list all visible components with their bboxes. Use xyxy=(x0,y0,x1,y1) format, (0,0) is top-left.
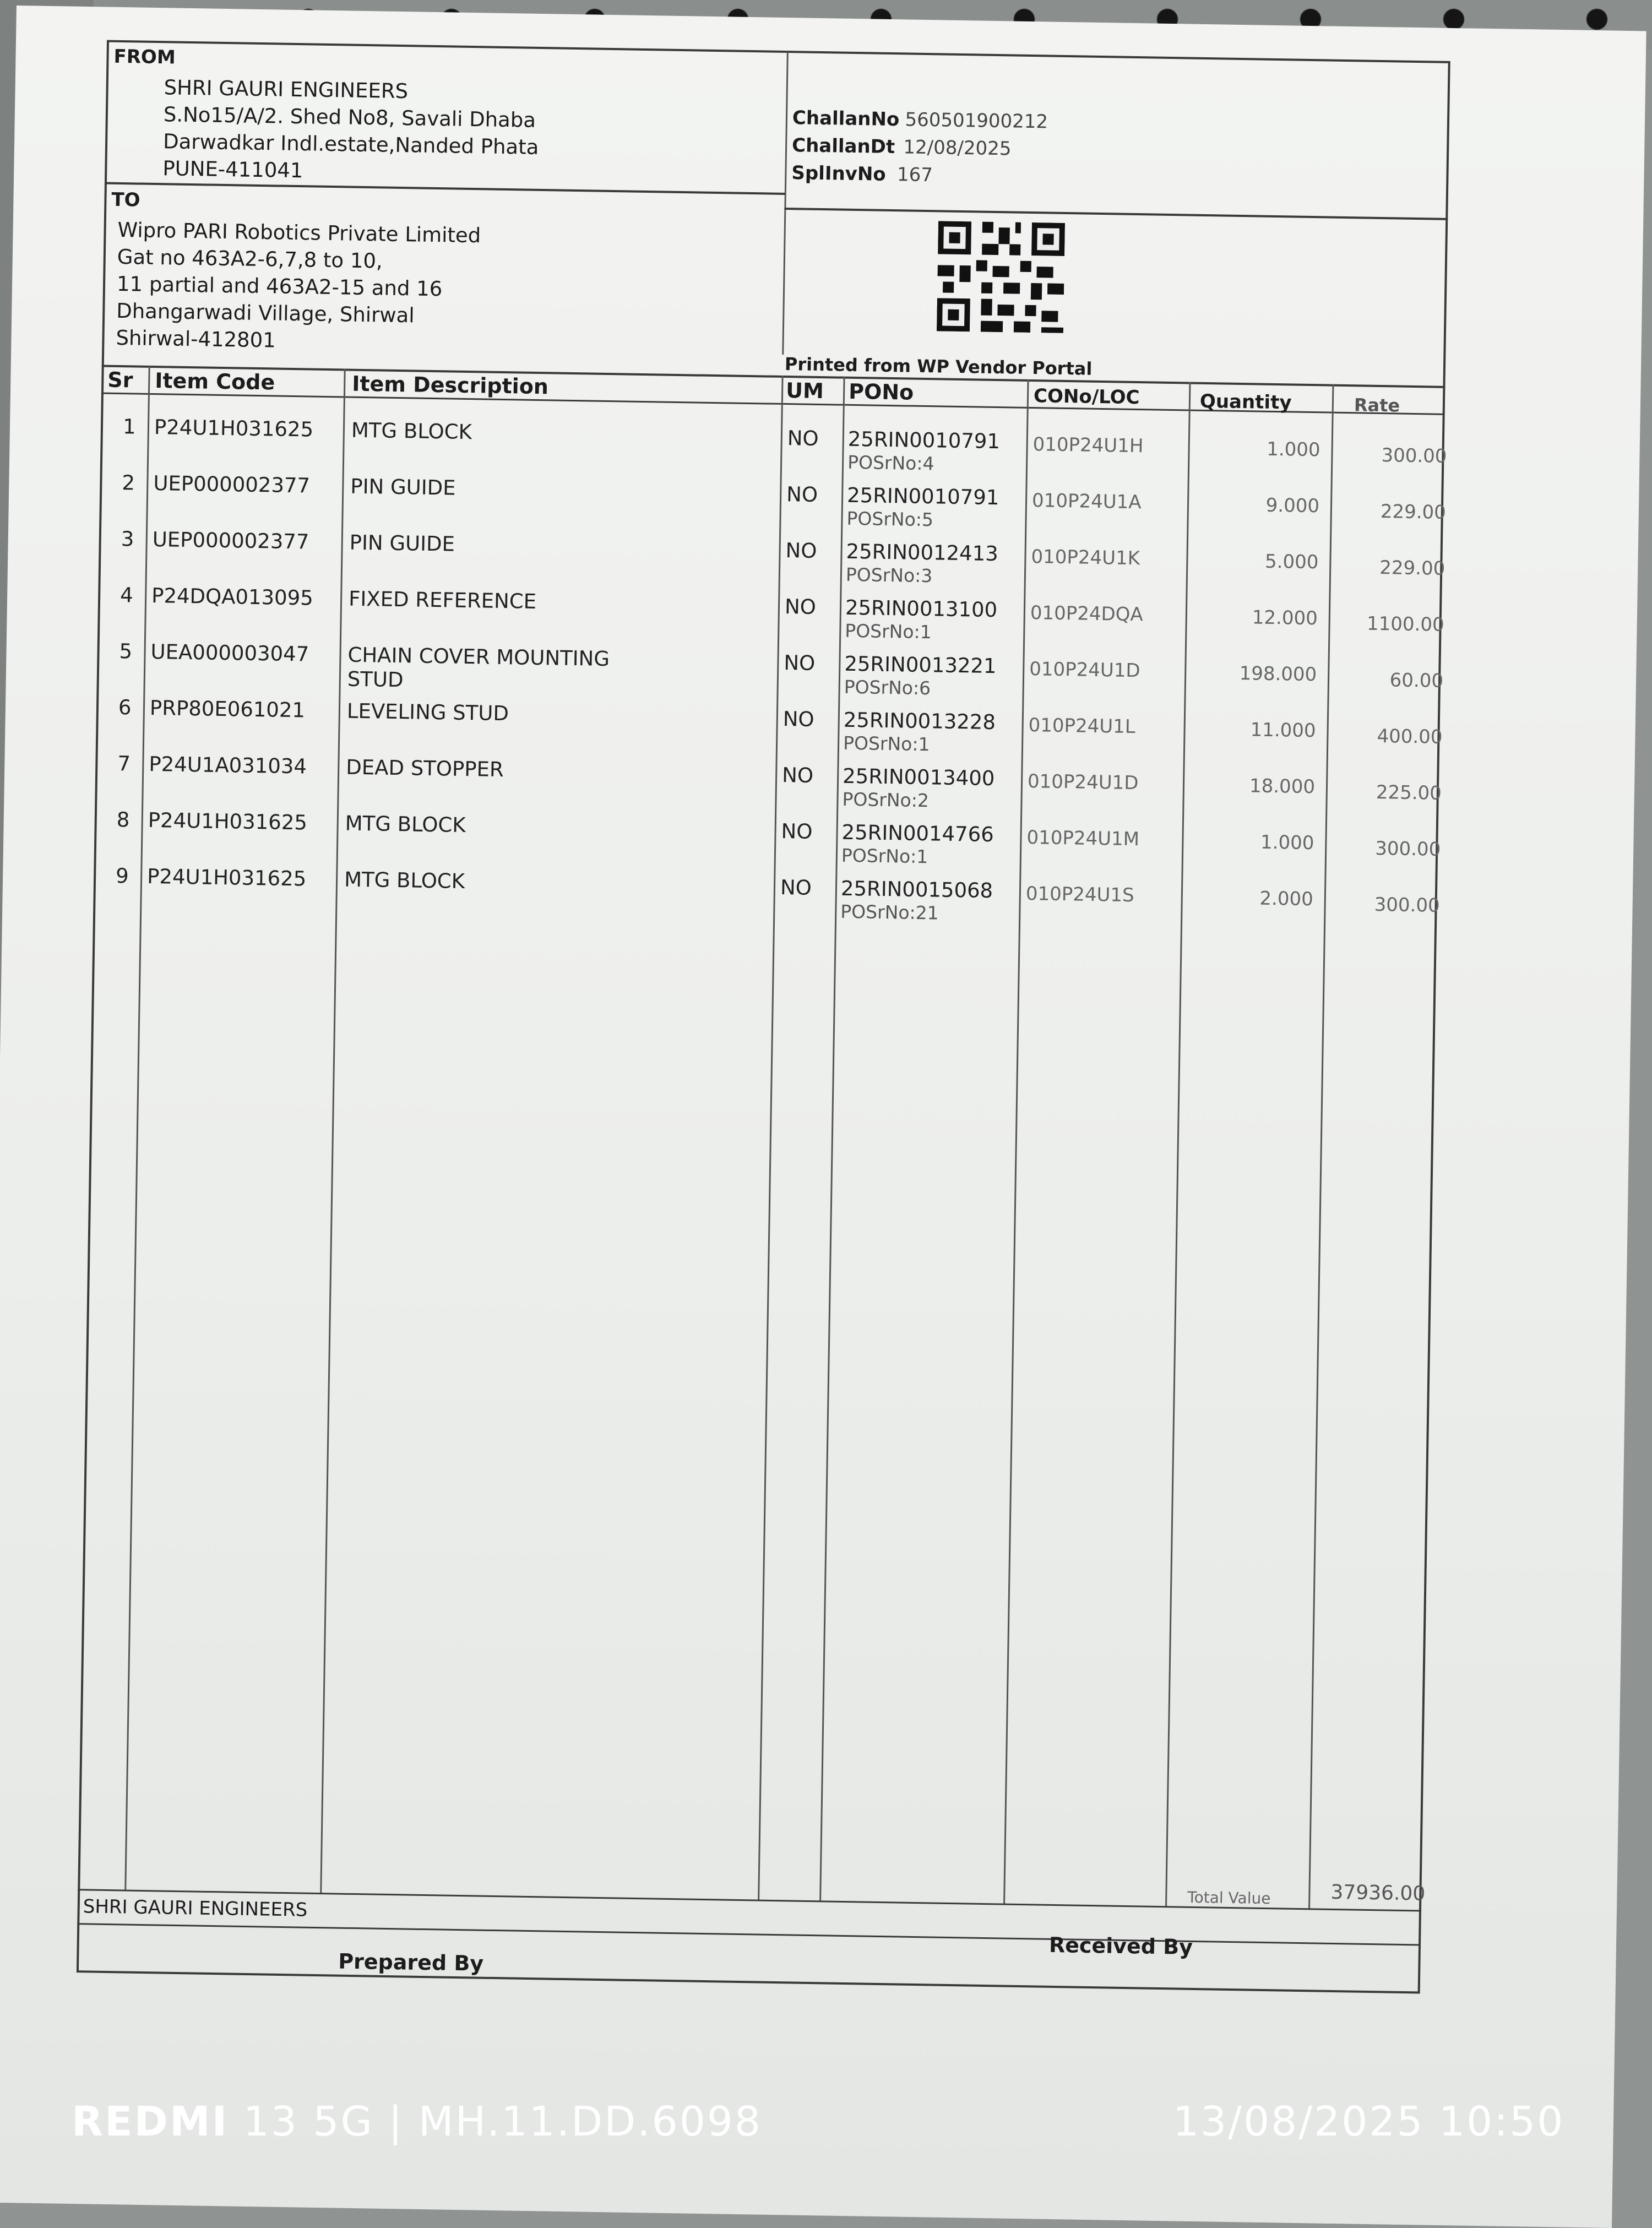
to-address xyxy=(116,216,481,357)
from-line: S.No15/A/2. Shed No8, Savali Dhaba xyxy=(163,102,536,132)
row-description: MTG BLOCK xyxy=(345,811,466,837)
row-cono-loc: 010P24U1S xyxy=(1025,882,1134,907)
row-quantity: 198.000 xyxy=(1239,662,1317,686)
row-sr: 7 xyxy=(117,752,131,776)
row-um: NO xyxy=(784,651,816,675)
row-sr: 6 xyxy=(118,695,132,720)
row-pono: 25RIN0012413 xyxy=(846,539,999,566)
watermark-separator: | xyxy=(388,2098,404,2145)
to-line: 11 partial and 463A2-15 and 16 xyxy=(116,271,443,301)
challan-no: 560501900212 xyxy=(905,108,1048,133)
from-address xyxy=(162,74,540,188)
col-rate-header: Rate xyxy=(1354,394,1400,416)
qr-code-icon xyxy=(937,221,1065,333)
col-quantity-header: Quantity xyxy=(1199,390,1292,414)
invoice-no-label: SplInvNo xyxy=(791,162,887,186)
col-item-code-header: Item Code xyxy=(154,368,275,395)
row-description: LEVELING STUD xyxy=(346,699,509,726)
row-rate: 60.00 xyxy=(1389,669,1444,692)
total-label: Total Value xyxy=(1187,1888,1271,1908)
row-quantity: 1.000 xyxy=(1260,831,1314,855)
delivery-challan-sheet xyxy=(0,6,1646,2228)
to-line: Shirwal-412801 xyxy=(116,325,276,352)
prepared-by-label: Prepared By xyxy=(338,1949,484,1976)
row-posrno: POSrNo:5 xyxy=(846,507,934,531)
row-sr: 5 xyxy=(119,639,133,664)
received-by-label: Received By xyxy=(1048,1932,1193,1959)
footer-company: SHRI GAURI ENGINEERS xyxy=(83,1895,308,1921)
row-sr: 3 xyxy=(121,527,134,551)
row-description: MTG BLOCK xyxy=(344,867,465,893)
to-line: Wipro PARI Robotics Private Limited xyxy=(117,218,481,248)
from-line: SHRI GAURI ENGINEERS xyxy=(164,75,409,104)
row-sr: 2 xyxy=(122,471,135,495)
row-description: PIN GUIDE xyxy=(349,530,455,556)
row-um: NO xyxy=(787,426,819,450)
row-cono-loc: 010P24U1M xyxy=(1026,827,1140,851)
challan-meta xyxy=(791,106,1048,192)
row-rate: 300.00 xyxy=(1374,893,1440,917)
row-cono-loc: 010P24DQA xyxy=(1030,602,1144,626)
row-description-cont: STUD xyxy=(347,667,404,692)
row-cono-loc: 010P24U1K xyxy=(1031,546,1140,570)
row-cono-loc: 010P24U1D xyxy=(1029,658,1140,682)
row-cono-loc: 010P24U1H xyxy=(1032,433,1144,458)
row-posrno: POSrNo:2 xyxy=(842,788,930,812)
row-um: NO xyxy=(786,482,818,507)
camera-brand: REDMI xyxy=(72,2098,229,2145)
row-um: NO xyxy=(785,539,817,563)
col-description-header: Item Description xyxy=(351,371,549,399)
row-um: NO xyxy=(784,595,817,619)
challan-date: 12/08/2025 xyxy=(903,136,1012,160)
row-quantity: 12.000 xyxy=(1252,606,1318,630)
row-pono: 25RIN0013228 xyxy=(843,708,996,735)
row-pono: 25RIN0010791 xyxy=(846,483,999,510)
challan-date-label: ChallanDt xyxy=(791,134,895,159)
row-description: PIN GUIDE xyxy=(350,474,456,500)
row-item-code: P24U1H031625 xyxy=(148,808,308,835)
camera-location: MH.11.DD.6098 xyxy=(418,2098,762,2145)
camera-datetime: 13/08/2025 10:50 xyxy=(1173,2098,1565,2145)
row-sr: 1 xyxy=(122,415,136,439)
row-rate: 229.00 xyxy=(1380,501,1447,524)
row-cono-loc: 010P24U1D xyxy=(1027,770,1139,795)
row-sr: 8 xyxy=(116,808,130,832)
row-rate: 300.00 xyxy=(1381,444,1447,468)
row-um: NO xyxy=(781,819,813,844)
row-pono: 25RIN0010791 xyxy=(847,427,1001,454)
col-pono-header: PONo xyxy=(848,379,914,405)
row-cono-loc: 010P24U1A xyxy=(1031,490,1142,514)
row-pono: 25RIN0015068 xyxy=(840,876,993,903)
col-cono-header: CONo/LOC xyxy=(1033,385,1140,409)
row-rate: 229.00 xyxy=(1379,557,1446,580)
row-posrno: POSrNo:21 xyxy=(840,900,939,924)
row-posrno: POSrNo:1 xyxy=(843,732,930,756)
portal-note: Printed from WP Vendor Portal xyxy=(784,353,1093,379)
col-um-header: UM xyxy=(785,378,824,404)
row-pono: 25RIN0013221 xyxy=(844,651,997,678)
row-posrno: POSrNo:1 xyxy=(841,844,928,868)
row-item-code: UEP000002377 xyxy=(153,471,311,498)
row-sr: 9 xyxy=(115,864,129,888)
col-sr-header: Sr xyxy=(107,367,133,393)
row-description: MTG BLOCK xyxy=(351,418,472,444)
row-quantity: 9.000 xyxy=(1265,494,1320,518)
row-item-code: P24U1H031625 xyxy=(146,864,307,891)
challan-no-label: ChallanNo xyxy=(792,107,900,131)
row-quantity: 11.000 xyxy=(1250,719,1316,742)
row-item-code: UEP000002377 xyxy=(152,527,309,554)
invoice-no: 167 xyxy=(896,164,933,187)
row-pono: 25RIN0013100 xyxy=(845,595,998,622)
total-value: 37936.00 xyxy=(1330,1881,1426,1905)
row-um: NO xyxy=(780,875,812,900)
to-line: Dhangarwadi Village, Shirwal xyxy=(116,298,415,328)
row-um: NO xyxy=(781,763,814,787)
row-description: CHAIN COVER MOUNTING xyxy=(347,643,610,671)
from-line: Darwadkar Indl.estate,Nanded Phata xyxy=(162,129,539,159)
row-description: DEAD STOPPER xyxy=(346,755,504,782)
row-rate: 1100.00 xyxy=(1366,612,1444,636)
row-description: FIXED REFERENCE xyxy=(348,586,537,613)
row-um: NO xyxy=(782,707,814,731)
camera-model-number: 13 5G xyxy=(243,2098,374,2145)
row-sr: 4 xyxy=(119,583,134,607)
row-quantity: 18.000 xyxy=(1249,775,1316,798)
row-quantity: 1.000 xyxy=(1266,438,1320,461)
to-line: Gat no 463A2-6,7,8 to 10, xyxy=(117,244,383,273)
row-posrno: POSrNo:4 xyxy=(847,451,934,475)
row-posrno: POSrNo:3 xyxy=(845,563,933,587)
camera-watermark xyxy=(0,2082,1652,2203)
row-pono: 25RIN0013400 xyxy=(842,764,995,791)
to-label: TO xyxy=(111,188,140,211)
from-label: FROM xyxy=(113,45,176,69)
row-cono-loc: 010P24U1L xyxy=(1028,714,1136,738)
row-item-code: P24DQA013095 xyxy=(151,583,314,610)
row-rate: 400.00 xyxy=(1377,725,1443,748)
row-rate: 225.00 xyxy=(1376,781,1442,805)
row-quantity: 2.000 xyxy=(1259,887,1314,911)
from-line: PUNE-411041 xyxy=(162,156,303,183)
row-item-code: PRP80E061021 xyxy=(149,695,306,722)
camera-model xyxy=(72,2098,762,2145)
row-pono: 25RIN0014766 xyxy=(841,820,995,847)
row-item-code: UEA000003047 xyxy=(150,639,309,666)
row-rate: 300.00 xyxy=(1374,837,1441,861)
row-quantity: 5.000 xyxy=(1264,550,1319,574)
row-item-code: P24U1A031034 xyxy=(149,752,307,779)
row-posrno: POSrNo:6 xyxy=(844,676,931,699)
row-item-code: P24U1H031625 xyxy=(154,415,314,442)
row-posrno: POSrNo:1 xyxy=(845,620,932,643)
